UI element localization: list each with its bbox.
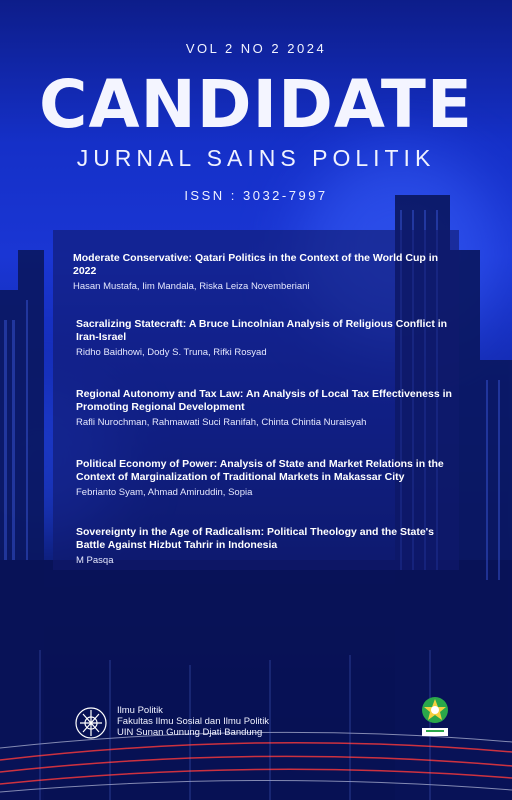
article-authors: Hasan Mustafa, Iim Mandala, Riska Leiza Novemberiani — [73, 281, 310, 292]
article-entry — [76, 458, 456, 499]
article-authors: Febrianto Syam, Ahmad Amiruddin, Sopia — [76, 487, 253, 498]
publisher-info — [117, 705, 269, 738]
article-title: Political Economy of Power: Analysis of State and Market Relations in the Context of Marginalization of Traditional Markets in Makassar City — [76, 458, 444, 483]
publisher-university: UIN Sunan Gunung Djati Bandung — [117, 727, 263, 738]
article-entry — [76, 526, 456, 567]
article-entry — [76, 318, 456, 359]
issn-number: ISSN : 3032-7997 — [184, 188, 328, 203]
article-title: Regional Autonomy and Tax Law: An Analysis of Local Tax Effectiveness in Promoting Regional Development — [76, 388, 452, 413]
article-entry — [76, 388, 456, 429]
volume-issue: VOL 2 NO 2 2024 — [185, 41, 327, 56]
faculty-emblem-icon — [74, 704, 108, 742]
article-authors: Rafli Nurochman, Rahmawati Suci Ranifah, Chinta Chintia Nuraisyah — [76, 417, 367, 428]
article-authors: M Pasqa — [76, 555, 114, 566]
journal-title: CANDIDATE — [39, 66, 473, 143]
uin-logo-icon — [418, 694, 452, 740]
article-title: Moderate Conservative: Qatari Politics in the Context of the World Cup in 2022 — [73, 252, 439, 277]
journal-subtitle: JURNAL SAINS POLITIK — [76, 145, 436, 171]
publisher-faculty: Fakultas Ilmu Sosial dan Ilmu Politik — [117, 716, 270, 727]
article-title: Sacralizing Statecraft: A Bruce Lincolnian Analysis of Religious Conflict in Iran-Israel — [76, 318, 448, 343]
article-authors: Ridho Baidhowi, Dody S. Truna, Rifki Rosyad — [76, 347, 267, 358]
article-entry — [73, 252, 453, 293]
publisher-department: Ilmu Politik — [117, 705, 163, 716]
article-title: Sovereignty in the Age of Radicalism: Political Theology and the State's Battle Against Hizbut Tahrir in Indonesia — [76, 526, 435, 551]
